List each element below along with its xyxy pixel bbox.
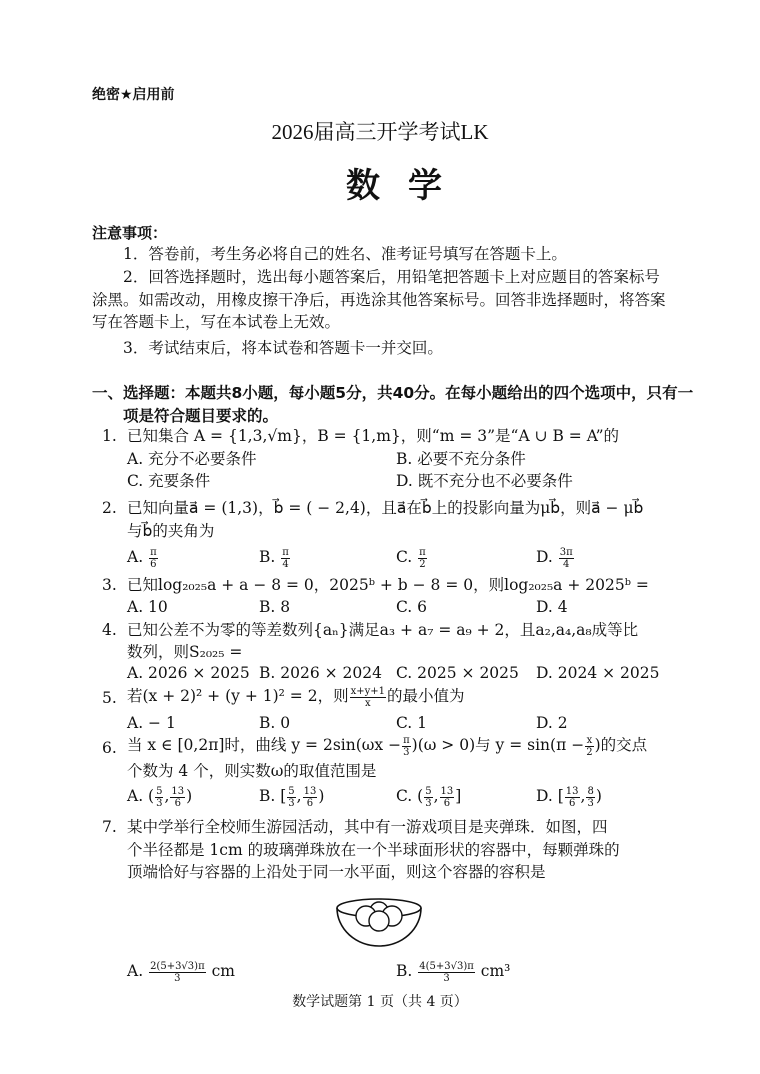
numerator: 8 <box>587 785 594 797</box>
option-d: D. 既不充分也不必要条件 <box>396 472 573 490</box>
fraction <box>287 786 295 809</box>
fraction <box>155 786 163 809</box>
question-number: 5. <box>102 689 117 707</box>
question-stem: 已知公差不为零的等差数列{aₙ}满足a₃ + a₇ = a₉ + 2，且a₂,a₄,a₈成等比 <box>127 621 639 639</box>
denominator: 3 <box>156 797 163 809</box>
question-number: 3. <box>102 576 117 594</box>
denominator: 3 <box>587 797 594 809</box>
option-label: D. <box>536 548 553 566</box>
numerator: π <box>282 546 289 558</box>
exam-title: 2026届高三开学考试LK <box>271 120 489 144</box>
question-number: 2. <box>102 499 117 517</box>
stem-part: )的交点 <box>594 736 648 754</box>
question-stem <box>127 685 465 709</box>
question-number: 6. <box>102 739 117 757</box>
numerator: 13 <box>303 785 317 797</box>
option-c: C. 6 <box>396 598 428 616</box>
option-a: A. − 1 <box>127 714 176 732</box>
option-d: D. [ $\frac{13}{6}$ , $\frac{8}{3}$ ) <box>536 785 602 809</box>
stem-part: 若(x + 2)² + (y + 1)² = 2，则 <box>127 687 349 705</box>
denominator: 3 <box>443 972 450 984</box>
option-c: C. 2025 × 2025 <box>396 664 519 682</box>
fraction <box>586 786 594 809</box>
numerator: 5 <box>156 785 163 797</box>
option-a: A. 充分不必要条件 <box>127 450 257 468</box>
numerator: 3π <box>559 546 573 558</box>
numerator: 5 <box>425 785 432 797</box>
option-a: A. 10 <box>127 598 168 616</box>
fraction <box>585 735 593 758</box>
option-label: B. <box>259 548 276 566</box>
secret-label: 绝密★启用前 <box>92 87 175 103</box>
note-item-2: 2．回答选择题时，选出每小题答案后，用铅笔把答题卡上对应题目的答案标号涂黑。如需改动，用橡皮擦干净后，再选涂其他答案标号。回答非选择题时，将答案写在答题卡上，写在本试卷上无效。 <box>92 268 666 331</box>
numerator: 2(5+3√3)π <box>150 960 205 972</box>
question-stem <box>127 734 647 758</box>
fraction <box>350 686 386 709</box>
option-b <box>396 960 510 984</box>
option-label: C. <box>396 548 413 566</box>
question-stem-line2: 个半径都是 1cm 的玻璃弹珠放在一个半球面形状的容器中，每颗弹珠的 <box>127 841 620 859</box>
option-a: A. 2026 × 2025 <box>127 664 250 682</box>
option-c <box>396 546 428 570</box>
option-b: B. 8 <box>259 598 291 616</box>
denominator: 6 <box>568 797 576 809</box>
subject-title: 数学 <box>346 166 470 206</box>
question-stem-line3: 顶端恰好与容器的上沿处于同一水平面，则这个容器的容积是 <box>127 863 546 881</box>
question-stem-line2: 数列，则S₂₀₂₅ = <box>127 643 243 661</box>
question-number: 1. <box>102 427 117 445</box>
fraction <box>565 786 580 809</box>
fraction <box>418 961 475 984</box>
question-stem: 已知向量a⃗ = (1,3)，b⃗ = ( − 2,4)，且a⃗在b⃗上的投影向量为μb⃗，则a⃗ − μb⃗ <box>127 499 644 517</box>
numerator: x <box>586 734 593 746</box>
option-b <box>259 546 291 570</box>
bracket: ) <box>186 787 193 805</box>
option-a <box>127 546 159 570</box>
option-c: C. 充要条件 <box>127 472 211 490</box>
bracket: ) <box>595 787 602 805</box>
option-label: B. <box>396 962 413 980</box>
numerator: 13 <box>171 785 185 797</box>
option-label: A. <box>127 548 144 566</box>
denominator: 4 <box>563 558 570 570</box>
fraction <box>170 786 185 809</box>
fraction <box>424 786 432 809</box>
unit: cm <box>211 962 235 980</box>
numerator: x+y+1 <box>350 685 385 697</box>
fraction <box>440 786 455 809</box>
numerator: 13 <box>440 785 454 797</box>
numerator: π <box>150 546 157 558</box>
numerator: π <box>403 734 410 746</box>
denominator: 4 <box>282 558 289 570</box>
option-b: B. 必要不充分条件 <box>396 450 526 468</box>
fraction <box>418 547 427 570</box>
fraction <box>559 547 574 570</box>
fraction <box>303 786 318 809</box>
page-footer: 数学试题第 1 页（共 4 页） <box>292 994 468 1010</box>
question-stem-line2: 与b⃗的夹角为 <box>127 522 215 540</box>
bracket: B. [ <box>259 787 287 805</box>
fraction <box>149 961 206 984</box>
bracket: A. ( <box>127 787 155 805</box>
bracket: D. [ <box>536 787 564 805</box>
option-b: B. [ $\frac{5}{3}$ , $\frac{13}{6}$ ) <box>259 785 325 809</box>
option-a: A. ( $\frac{5}{3}$ , $\frac{13}{6}$ ) <box>127 785 193 809</box>
option-d <box>536 546 575 570</box>
bracket: C. ( <box>396 787 424 805</box>
question-stem: 已知集合 A = {1,3,√m}，B = {1,m}，则“m = 3”是“A ∪ B = A”的 <box>127 427 620 445</box>
denominator: 3 <box>174 972 181 984</box>
question-number: 7. <box>102 818 117 836</box>
denominator: 6 <box>150 558 157 570</box>
denominator: x <box>364 697 371 709</box>
numerator: π <box>419 546 426 558</box>
option-label: A. <box>127 962 144 980</box>
option-c: C. ( $\frac{5}{3}$ , $\frac{13}{6}$ ] <box>396 785 462 809</box>
denominator: 3 <box>288 797 295 809</box>
denominator: 2 <box>419 558 426 570</box>
denominator: 6 <box>174 797 181 809</box>
bracket: ] <box>455 787 462 805</box>
bracket: ) <box>318 787 325 805</box>
stem-part: 当 x ∈ [0,2π]时，曲线 y = 2sin(ωx − <box>127 736 402 754</box>
numerator: 5 <box>288 785 295 797</box>
denominator: 3 <box>403 746 410 758</box>
option-d: D. 2024 × 2025 <box>536 664 660 682</box>
bowl-with-marbles-figure <box>334 890 424 950</box>
denominator: 6 <box>443 797 451 809</box>
unit: cm³ <box>480 962 511 980</box>
question-stem: 某中学举行全校师生游园活动，其中有一游戏项目是夹弹珠．如图，四 <box>127 818 608 836</box>
option-a <box>127 960 235 984</box>
denominator: 2 <box>586 746 593 758</box>
notes-title: 注意事项： <box>92 224 168 242</box>
note-item-1: 1．答卷前，考生务必将自己的姓名、准考证号填写在答题卡上。 <box>123 245 567 263</box>
question-number: 4. <box>102 621 117 639</box>
note-item-3: 3．考试结束后，将本试卷和答题卡一并交回。 <box>123 339 443 357</box>
fraction <box>281 547 290 570</box>
option-d: D. 2 <box>536 714 568 732</box>
option-c: C. 1 <box>396 714 428 732</box>
option-b: B. 2026 × 2024 <box>259 664 382 682</box>
denominator: 3 <box>425 797 432 809</box>
question-stem-line2: 个数为 4 个，则实数ω的取值范围是 <box>127 762 377 780</box>
stem-part: )(ω > 0)与 y = sin(π − <box>411 736 585 754</box>
numerator: 13 <box>565 785 579 797</box>
stem-part: 的最小值为 <box>387 687 465 705</box>
fraction <box>402 735 411 758</box>
option-d: D. 4 <box>536 598 568 616</box>
question-stem: 已知log₂₀₂₅a + a − 8 = 0，2025ᵇ + b − 8 = 0，则log₂₀₂₅a + 2025ᵇ = <box>127 576 649 594</box>
section-heading: 一、选择题：本题共8小题，每小题5分，共40分。在每小题给出的四个选项中，只有一项是符合题目要求的。 <box>92 384 694 425</box>
fraction <box>149 547 158 570</box>
numerator: 4(5+3√3)π <box>419 960 474 972</box>
option-b: B. 0 <box>259 714 291 732</box>
denominator: 6 <box>306 797 314 809</box>
